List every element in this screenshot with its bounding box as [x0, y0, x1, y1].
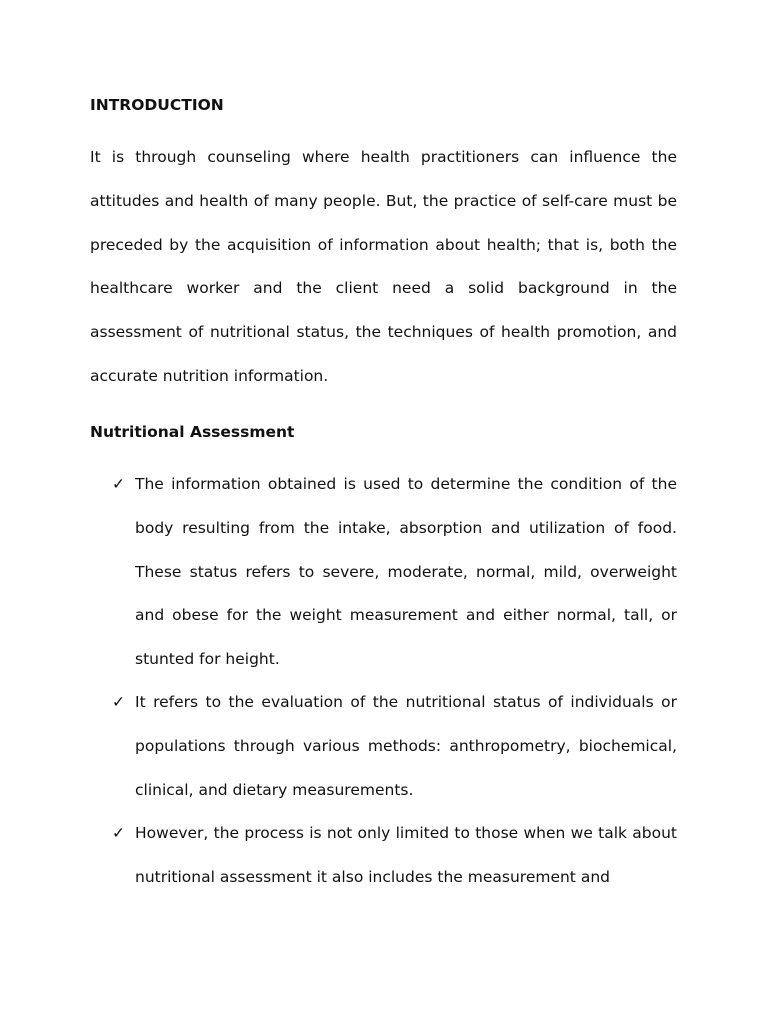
checklist-item-text: The information obtained is used to determine the condition of the body resulting from the intake, absorption and utilization of food. These status refers to severe, moderate, normal, mild, overweight and obese for the weight measurement and either normal, tall, or stunted for height. — [135, 475, 677, 668]
nutritional-assessment-heading: Nutritional Assessment — [90, 423, 295, 441]
introduction-heading: INTRODUCTION — [90, 96, 224, 114]
checklist-item-text: It refers to the evaluation of the nutritional status of individuals or populations through various methods: anthropometry, biochemical, clinical, and dietary measurements. — [135, 693, 677, 799]
checkmark-icon: ✓ — [112, 824, 125, 842]
checklist-item-text: However, the process is not only limited to those when we talk about nutritional assessment it also includes the measurement and — [135, 824, 677, 886]
checkmark-icon: ✓ — [112, 475, 125, 493]
introduction-paragraph: It is through counseling where health practitioners can influence the attitudes and health of many people. But, the practice of self-care must be preceded by the acquisition of information about health; that is, both the healthcare worker and the client need a solid background in the assessment of nutritional status, the techniques of health promotion, and accurate nutrition information. — [90, 148, 677, 385]
checkmark-icon: ✓ — [112, 693, 125, 711]
